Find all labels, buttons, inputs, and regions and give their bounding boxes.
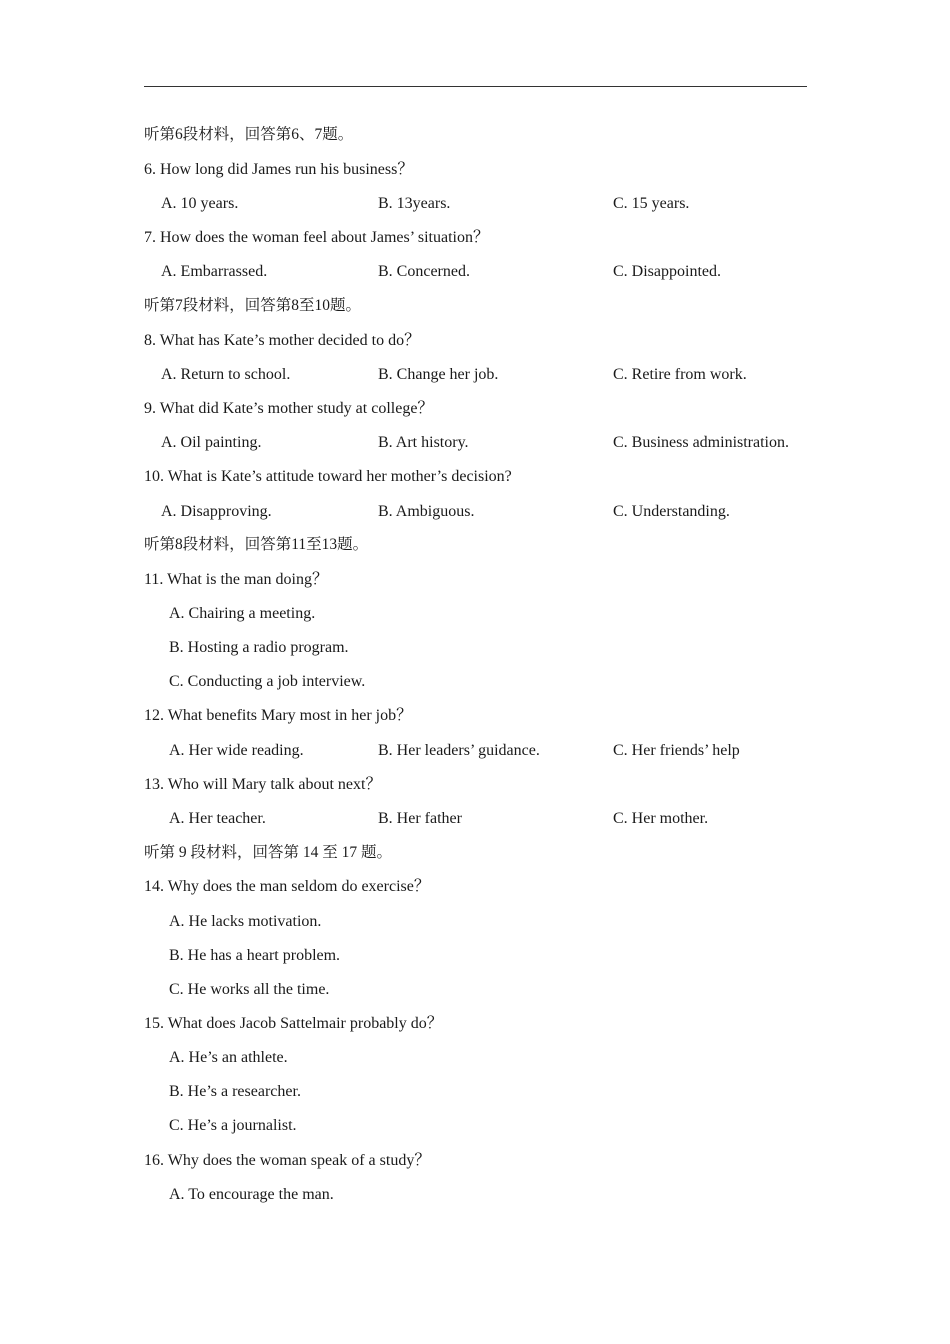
question-stem (0, 159, 950, 181)
question-8-option-b: B. Change her job. (378, 366, 499, 383)
option-row (0, 501, 950, 523)
question-9-option-c: C. Business administration. (613, 434, 789, 451)
question-11-option-a: A. Chairing a meeting. (169, 605, 316, 622)
question-14-stem: 14. Why does the man seldom do exercise？ (144, 878, 430, 895)
question-7-option-b: B. Concerned. (378, 263, 470, 280)
option-row (0, 193, 950, 215)
question-6-option-a: A. 10 years. (161, 195, 239, 212)
question-stem (0, 227, 950, 249)
question-10-stem: 10. What is Kate’s attitude toward her mother’s decision? (144, 468, 512, 485)
option-line (0, 911, 950, 933)
section-heading (0, 295, 950, 317)
option-row (0, 432, 950, 454)
option-line (0, 1081, 950, 1103)
question-stem (0, 398, 950, 420)
question-7-option-c: C. Disappointed. (613, 263, 721, 280)
question-12-stem: 12. What benefits Mary most in her job？ (144, 707, 413, 724)
question-15-option-b: B. He’s a researcher. (169, 1083, 301, 1100)
question-8-option-c: C. Retire from work. (613, 366, 747, 383)
option-line (0, 1115, 950, 1137)
question-15-option-c: C. He’s a journalist. (169, 1117, 297, 1134)
question-stem (0, 774, 950, 796)
question-stem (0, 705, 950, 727)
question-stem (0, 1013, 950, 1035)
section-heading (0, 534, 950, 556)
section-heading-text: 听第6段材料，回答第6、7题。 (144, 126, 354, 143)
option-line (0, 945, 950, 967)
option-line (0, 603, 950, 625)
question-12-option-c: C. Her friends’ help (613, 742, 740, 759)
question-13-stem: 13. Who will Mary talk about next？ (144, 776, 382, 793)
header-rule (144, 86, 807, 87)
question-9-stem: 9. What did Kate’s mother study at college？ (144, 400, 434, 417)
question-stem (0, 569, 950, 591)
option-line (0, 1184, 950, 1206)
section-heading-text: 听第8段材料，回答第11至13题。 (144, 536, 369, 553)
question-13-option-a: A. Her teacher. (169, 810, 266, 827)
option-row (0, 364, 950, 386)
question-7-stem: 7. How does the woman feel about James’ situation？ (144, 229, 489, 246)
question-13-option-b: B. Her father (378, 810, 462, 827)
question-stem (0, 876, 950, 898)
question-14-option-c: C. He works all the time. (169, 981, 330, 998)
option-line (0, 671, 950, 693)
question-10-option-c: C. Understanding. (613, 503, 730, 520)
section-heading-text: 听第 9 段材料，回答第 14 至 17 题。 (144, 844, 393, 861)
question-9-option-b: B. Art history. (378, 434, 469, 451)
question-16-option-a: A. To encourage the man. (169, 1186, 334, 1203)
question-11-stem: 11. What is the man doing？ (144, 571, 328, 588)
question-9-option-a: A. Oil painting. (161, 434, 262, 451)
question-15-option-a: A. He’s an athlete. (169, 1049, 288, 1066)
section-heading-text: 听第7段材料，回答第8至10题。 (144, 297, 362, 314)
option-line (0, 979, 950, 1001)
question-stem (0, 466, 950, 488)
question-15-stem: 15. What does Jacob Sattelmair probably do？ (144, 1015, 443, 1032)
section-heading (0, 842, 950, 864)
option-row (0, 808, 950, 830)
question-stem (0, 1150, 950, 1172)
question-12-option-b: B. Her leaders’ guidance. (378, 742, 540, 759)
question-stem (0, 330, 950, 352)
question-14-option-b: B. He has a heart problem. (169, 947, 341, 964)
option-row (0, 740, 950, 762)
question-13-option-c: C. Her mother. (613, 810, 709, 827)
question-7-option-a: A. Embarrassed. (161, 263, 268, 280)
option-row (0, 261, 950, 283)
question-10-option-a: A. Disapproving. (161, 503, 272, 520)
question-8-option-a: A. Return to school. (161, 366, 291, 383)
question-6-option-c: C. 15 years. (613, 195, 690, 212)
question-8-stem: 8. What has Kate’s mother decided to do？ (144, 332, 421, 349)
option-line (0, 1047, 950, 1069)
question-12-option-a: A. Her wide reading. (169, 742, 304, 759)
question-16-stem: 16. Why does the woman speak of a study？ (144, 1152, 431, 1169)
question-6-option-b: B. 13years. (378, 195, 451, 212)
question-11-option-b: B. Hosting a radio program. (169, 639, 349, 656)
question-14-option-a: A. He lacks motivation. (169, 913, 322, 930)
option-line (0, 637, 950, 659)
section-heading (0, 124, 950, 146)
question-10-option-b: B. Ambiguous. (378, 503, 475, 520)
question-11-option-c: C. Conducting a job interview. (169, 673, 366, 690)
question-6-stem: 6. How long did James run his business？ (144, 161, 414, 178)
